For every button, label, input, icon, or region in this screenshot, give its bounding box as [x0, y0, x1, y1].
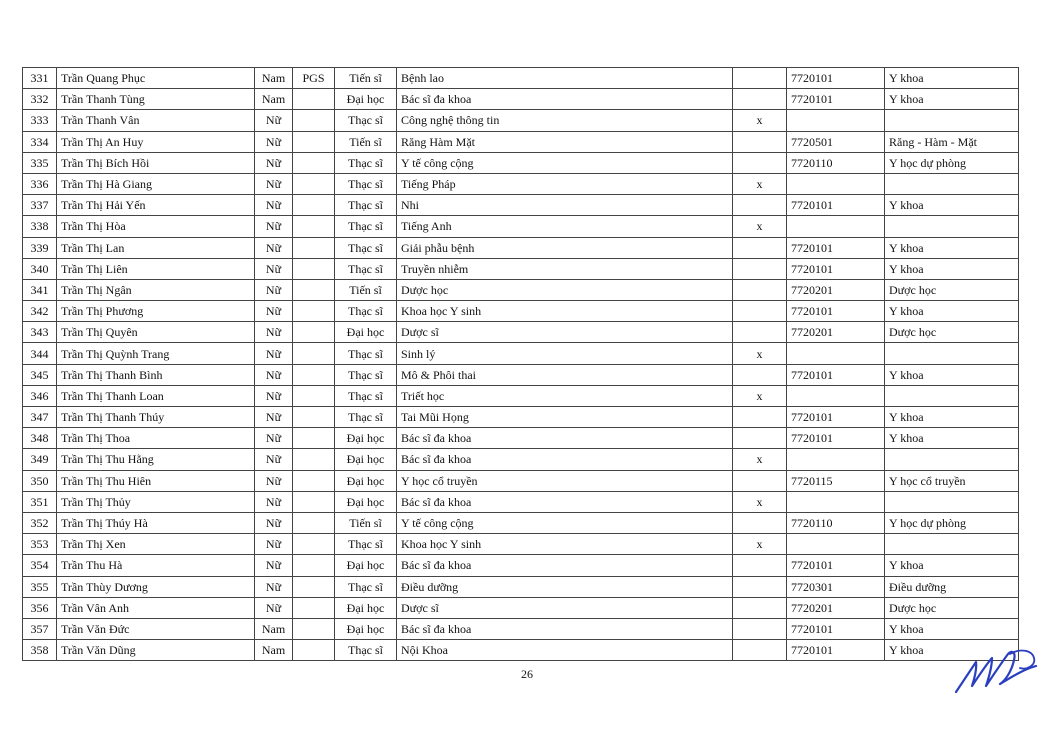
program-code-cell: 7720101 [787, 89, 885, 110]
program-code-cell [787, 491, 885, 512]
row-number-cell: 332 [23, 89, 57, 110]
academic-title-cell [293, 110, 335, 131]
specialty-cell: Truyền nhiễm [397, 258, 733, 279]
program-name-cell: Răng - Hàm - Mặt [885, 131, 1019, 152]
program-name-cell: Y học dự phòng [885, 152, 1019, 173]
program-name-cell: Dược học [885, 322, 1019, 343]
academic-title-cell [293, 618, 335, 639]
row-number-cell: 355 [23, 576, 57, 597]
degree-cell: Thạc sĩ [335, 343, 397, 364]
table-row [23, 237, 1019, 258]
program-code-cell: 7720101 [787, 258, 885, 279]
degree-cell: Thạc sĩ [335, 385, 397, 406]
degree-cell: Đại học [335, 322, 397, 343]
table-row [23, 152, 1019, 173]
specialty-cell: Bác sĩ đa khoa [397, 491, 733, 512]
academic-title-cell [293, 407, 335, 428]
specialty-cell: Nhi [397, 195, 733, 216]
program-code-cell: 7720101 [787, 640, 885, 661]
program-name-cell [885, 343, 1019, 364]
table-row [23, 258, 1019, 279]
staff-name-cell: Trần Văn Dũng [57, 640, 255, 661]
flag-mark-cell [733, 640, 787, 661]
academic-title-cell [293, 173, 335, 194]
sex-cell: Nữ [255, 428, 293, 449]
academic-title-cell [293, 152, 335, 173]
flag-mark-cell [733, 322, 787, 343]
degree-cell: Thạc sĩ [335, 301, 397, 322]
degree-cell: Thạc sĩ [335, 258, 397, 279]
program-code-cell: 7720101 [787, 364, 885, 385]
academic-title-cell [293, 428, 335, 449]
program-code-cell: 7720101 [787, 428, 885, 449]
table-row [23, 279, 1019, 300]
row-number-cell: 352 [23, 512, 57, 533]
staff-name-cell: Trần Thị Liên [57, 258, 255, 279]
program-name-cell: Y khoa [885, 258, 1019, 279]
row-number-cell: 340 [23, 258, 57, 279]
flag-mark-cell [733, 258, 787, 279]
staff-name-cell: Trần Thị An Huy [57, 131, 255, 152]
row-number-cell: 350 [23, 470, 57, 491]
program-code-cell: 7720201 [787, 279, 885, 300]
sex-cell: Nữ [255, 279, 293, 300]
academic-title-cell [293, 534, 335, 555]
row-number-cell: 345 [23, 364, 57, 385]
flag-mark-cell [733, 597, 787, 618]
flag-mark-cell [733, 195, 787, 216]
academic-title-cell [293, 216, 335, 237]
degree-cell: Tiến sĩ [335, 512, 397, 533]
sex-cell: Nam [255, 68, 293, 89]
program-code-cell [787, 385, 885, 406]
program-code-cell: 7720501 [787, 131, 885, 152]
specialty-cell: Khoa học Y sinh [397, 301, 733, 322]
table-row [23, 407, 1019, 428]
row-number-cell: 344 [23, 343, 57, 364]
flag-mark-cell [733, 407, 787, 428]
staff-name-cell: Trần Thị Ngân [57, 279, 255, 300]
specialty-cell: Bác sĩ đa khoa [397, 618, 733, 639]
specialty-cell: Tiếng Pháp [397, 173, 733, 194]
specialty-cell: Sinh lý [397, 343, 733, 364]
degree-cell: Đại học [335, 618, 397, 639]
row-number-cell: 357 [23, 618, 57, 639]
sex-cell: Nữ [255, 237, 293, 258]
staff-name-cell: Trần Thị Quỳnh Trang [57, 343, 255, 364]
flag-mark-cell [733, 576, 787, 597]
academic-title-cell [293, 576, 335, 597]
row-number-cell: 339 [23, 237, 57, 258]
program-code-cell [787, 449, 885, 470]
degree-cell: Đại học [335, 597, 397, 618]
sex-cell: Nữ [255, 407, 293, 428]
sex-cell: Nữ [255, 576, 293, 597]
degree-cell: Đại học [335, 555, 397, 576]
table-row [23, 110, 1019, 131]
degree-cell: Đại học [335, 449, 397, 470]
table-row [23, 364, 1019, 385]
program-name-cell: Y khoa [885, 640, 1019, 661]
academic-title-cell [293, 512, 335, 533]
program-code-cell: 7720101 [787, 195, 885, 216]
program-code-cell: 7720101 [787, 555, 885, 576]
academic-title-cell [293, 301, 335, 322]
sex-cell: Nữ [255, 216, 293, 237]
degree-cell: Đại học [335, 470, 397, 491]
staff-name-cell: Trần Thùy Dương [57, 576, 255, 597]
specialty-cell: Bác sĩ đa khoa [397, 449, 733, 470]
program-code-cell: 7720110 [787, 512, 885, 533]
program-name-cell [885, 216, 1019, 237]
academic-title-cell [293, 449, 335, 470]
program-code-cell [787, 534, 885, 555]
sex-cell: Nữ [255, 555, 293, 576]
program-name-cell: Y khoa [885, 89, 1019, 110]
flag-mark-cell [733, 301, 787, 322]
academic-title-cell [293, 597, 335, 618]
specialty-cell: Dược sĩ [397, 322, 733, 343]
table-row [23, 618, 1019, 639]
degree-cell: Thạc sĩ [335, 640, 397, 661]
staff-name-cell: Trần Thị Thúy Hà [57, 512, 255, 533]
specialty-cell: Bác sĩ đa khoa [397, 89, 733, 110]
degree-cell: Tiến sĩ [335, 68, 397, 89]
degree-cell: Thạc sĩ [335, 407, 397, 428]
staff-name-cell: Trần Thị Hòa [57, 216, 255, 237]
table-row [23, 640, 1019, 661]
staff-name-cell: Trần Thị Thanh Bình [57, 364, 255, 385]
program-name-cell [885, 449, 1019, 470]
program-name-cell: Y khoa [885, 555, 1019, 576]
row-number-cell: 353 [23, 534, 57, 555]
degree-cell: Thạc sĩ [335, 576, 397, 597]
program-code-cell: 7720201 [787, 322, 885, 343]
program-code-cell [787, 110, 885, 131]
row-number-cell: 349 [23, 449, 57, 470]
staff-name-cell: Trần Thị Lan [57, 237, 255, 258]
table-row [23, 512, 1019, 533]
sex-cell: Nữ [255, 534, 293, 555]
table-row [23, 385, 1019, 406]
program-name-cell: Y khoa [885, 618, 1019, 639]
row-number-cell: 336 [23, 173, 57, 194]
table-row [23, 576, 1019, 597]
sex-cell: Nữ [255, 173, 293, 194]
table-row [23, 89, 1019, 110]
specialty-cell: Tiếng Anh [397, 216, 733, 237]
staff-name-cell: Trần Thị Thu Hằng [57, 449, 255, 470]
flag-mark-cell [733, 555, 787, 576]
sex-cell: Nữ [255, 301, 293, 322]
sex-cell: Nữ [255, 343, 293, 364]
flag-mark-cell [733, 470, 787, 491]
program-name-cell: Y khoa [885, 428, 1019, 449]
flag-mark-cell: x [733, 343, 787, 364]
flag-mark-cell [733, 512, 787, 533]
sex-cell: Nữ [255, 491, 293, 512]
staff-name-cell: Trần Thị Hải Yến [57, 195, 255, 216]
signature-mark [950, 640, 1040, 700]
program-name-cell: Y học dự phòng [885, 512, 1019, 533]
row-number-cell: 338 [23, 216, 57, 237]
staff-name-cell: Trần Vân Anh [57, 597, 255, 618]
program-name-cell: Dược học [885, 597, 1019, 618]
row-number-cell: 343 [23, 322, 57, 343]
program-code-cell: 7720115 [787, 470, 885, 491]
academic-title-cell [293, 555, 335, 576]
row-number-cell: 331 [23, 68, 57, 89]
row-number-cell: 334 [23, 131, 57, 152]
degree-cell: Đại học [335, 89, 397, 110]
table-row [23, 555, 1019, 576]
flag-mark-cell [733, 618, 787, 639]
table-row [23, 68, 1019, 89]
specialty-cell: Công nghệ thông tin [397, 110, 733, 131]
program-name-cell: Y khoa [885, 237, 1019, 258]
row-number-cell: 341 [23, 279, 57, 300]
table-row [23, 173, 1019, 194]
specialty-cell: Dược sĩ [397, 597, 733, 618]
table-row [23, 343, 1019, 364]
program-code-cell: 7720101 [787, 618, 885, 639]
flag-mark-cell: x [733, 534, 787, 555]
sex-cell: Nữ [255, 597, 293, 618]
program-name-cell: Dược học [885, 279, 1019, 300]
table-row [23, 470, 1019, 491]
academic-title-cell [293, 322, 335, 343]
program-code-cell [787, 216, 885, 237]
academic-title-cell [293, 364, 335, 385]
specialty-cell: Triết học [397, 385, 733, 406]
program-name-cell: Y khoa [885, 68, 1019, 89]
staff-name-cell: Trần Thị Quyên [57, 322, 255, 343]
specialty-cell: Tai Mũi Họng [397, 407, 733, 428]
sex-cell: Nữ [255, 385, 293, 406]
degree-cell: Thạc sĩ [335, 364, 397, 385]
academic-title-cell [293, 89, 335, 110]
specialty-cell: Nội Khoa [397, 640, 733, 661]
program-name-cell: Y khoa [885, 364, 1019, 385]
degree-cell: Thạc sĩ [335, 152, 397, 173]
row-number-cell: 356 [23, 597, 57, 618]
program-code-cell: 7720101 [787, 301, 885, 322]
program-name-cell: Điều dưỡng [885, 576, 1019, 597]
page-number: 26 [521, 667, 533, 681]
flag-mark-cell: x [733, 110, 787, 131]
program-code-cell: 7720101 [787, 68, 885, 89]
flag-mark-cell [733, 428, 787, 449]
program-name-cell: Y khoa [885, 301, 1019, 322]
row-number-cell: 347 [23, 407, 57, 428]
academic-title-cell: PGS [293, 68, 335, 89]
degree-cell: Thạc sĩ [335, 534, 397, 555]
academic-title-cell [293, 640, 335, 661]
sex-cell: Nữ [255, 449, 293, 470]
program-code-cell: 7720301 [787, 576, 885, 597]
flag-mark-cell: x [733, 385, 787, 406]
academic-title-cell [293, 491, 335, 512]
table-row [23, 195, 1019, 216]
specialty-cell: Giải phẫu bệnh [397, 237, 733, 258]
sex-cell: Nam [255, 89, 293, 110]
degree-cell: Đại học [335, 428, 397, 449]
table-row [23, 322, 1019, 343]
staff-name-cell: Trần Thị Thủy [57, 491, 255, 512]
program-code-cell: 7720201 [787, 597, 885, 618]
sex-cell: Nam [255, 640, 293, 661]
specialty-cell: Y tế công cộng [397, 512, 733, 533]
degree-cell: Thạc sĩ [335, 110, 397, 131]
table-body [23, 68, 1019, 661]
degree-cell: Tiến sĩ [335, 279, 397, 300]
row-number-cell: 351 [23, 491, 57, 512]
program-name-cell [885, 491, 1019, 512]
sex-cell: Nữ [255, 152, 293, 173]
flag-mark-cell: x [733, 173, 787, 194]
sex-cell: Nữ [255, 110, 293, 131]
program-code-cell: 7720110 [787, 152, 885, 173]
staff-name-cell: Trần Thị Bích Hồi [57, 152, 255, 173]
program-name-cell [885, 534, 1019, 555]
sex-cell: Nữ [255, 195, 293, 216]
row-number-cell: 358 [23, 640, 57, 661]
program-name-cell: Y khoa [885, 407, 1019, 428]
flag-mark-cell [733, 131, 787, 152]
flag-mark-cell [733, 364, 787, 385]
row-number-cell: 333 [23, 110, 57, 131]
specialty-cell: Khoa học Y sinh [397, 534, 733, 555]
specialty-cell: Bác sĩ đa khoa [397, 428, 733, 449]
table-row [23, 491, 1019, 512]
flag-mark-cell [733, 237, 787, 258]
program-code-cell: 7720101 [787, 407, 885, 428]
program-name-cell: Y khoa [885, 195, 1019, 216]
staff-name-cell: Trần Thị Thanh Thúy [57, 407, 255, 428]
flag-mark-cell [733, 152, 787, 173]
staff-name-cell: Trần Thanh Tùng [57, 89, 255, 110]
degree-cell: Tiến sĩ [335, 131, 397, 152]
sex-cell: Nữ [255, 131, 293, 152]
staff-name-cell: Trần Thanh Vân [57, 110, 255, 131]
program-name-cell [885, 173, 1019, 194]
table-row [23, 301, 1019, 322]
sex-cell: Nam [255, 618, 293, 639]
academic-title-cell [293, 258, 335, 279]
program-name-cell [885, 110, 1019, 131]
academic-title-cell [293, 195, 335, 216]
flag-mark-cell [733, 279, 787, 300]
degree-cell: Thạc sĩ [335, 237, 397, 258]
degree-cell: Thạc sĩ [335, 216, 397, 237]
flag-mark-cell: x [733, 216, 787, 237]
flag-mark-cell: x [733, 491, 787, 512]
row-number-cell: 337 [23, 195, 57, 216]
flag-mark-cell [733, 89, 787, 110]
academic-title-cell [293, 343, 335, 364]
specialty-cell: Y tế công cộng [397, 152, 733, 173]
academic-title-cell [293, 279, 335, 300]
staff-name-cell: Trần Thu Hà [57, 555, 255, 576]
specialty-cell: Điều dưỡng [397, 576, 733, 597]
table-row [23, 534, 1019, 555]
table-row [23, 449, 1019, 470]
table-row [23, 428, 1019, 449]
sex-cell: Nữ [255, 322, 293, 343]
sex-cell: Nữ [255, 258, 293, 279]
specialty-cell: Bệnh lao [397, 68, 733, 89]
academic-title-cell [293, 237, 335, 258]
specialty-cell: Y học cổ truyền [397, 470, 733, 491]
academic-title-cell [293, 385, 335, 406]
staff-name-cell: Trần Quang Phục [57, 68, 255, 89]
row-number-cell: 354 [23, 555, 57, 576]
specialty-cell: Dược học [397, 279, 733, 300]
row-number-cell: 342 [23, 301, 57, 322]
program-name-cell [885, 385, 1019, 406]
program-code-cell: 7720101 [787, 237, 885, 258]
row-number-cell: 348 [23, 428, 57, 449]
flag-mark-cell: x [733, 449, 787, 470]
degree-cell: Thạc sĩ [335, 173, 397, 194]
staff-name-cell: Trần Thị Hà Giang [57, 173, 255, 194]
staff-name-cell: Trần Thị Phương [57, 301, 255, 322]
academic-title-cell [293, 131, 335, 152]
staff-name-cell: Trần Thị Xen [57, 534, 255, 555]
sex-cell: Nữ [255, 364, 293, 385]
specialty-cell: Bác sĩ đa khoa [397, 555, 733, 576]
staff-name-cell: Trần Thị Thu Hiên [57, 470, 255, 491]
table-row [23, 131, 1019, 152]
specialty-cell: Răng Hàm Mặt [397, 131, 733, 152]
sex-cell: Nữ [255, 470, 293, 491]
program-name-cell: Y học cổ truyền [885, 470, 1019, 491]
staff-name-cell: Trần Thị Thoa [57, 428, 255, 449]
program-code-cell [787, 343, 885, 364]
row-number-cell: 346 [23, 385, 57, 406]
row-number-cell: 335 [23, 152, 57, 173]
degree-cell: Đại học [335, 491, 397, 512]
program-code-cell [787, 173, 885, 194]
degree-cell: Thạc sĩ [335, 195, 397, 216]
staff-table [22, 67, 1019, 661]
staff-name-cell: Trần Văn Đức [57, 618, 255, 639]
specialty-cell: Mô & Phôi thai [397, 364, 733, 385]
table-row [23, 597, 1019, 618]
staff-name-cell: Trần Thị Thanh Loan [57, 385, 255, 406]
flag-mark-cell [733, 68, 787, 89]
academic-title-cell [293, 470, 335, 491]
table-row [23, 216, 1019, 237]
sex-cell: Nữ [255, 512, 293, 533]
